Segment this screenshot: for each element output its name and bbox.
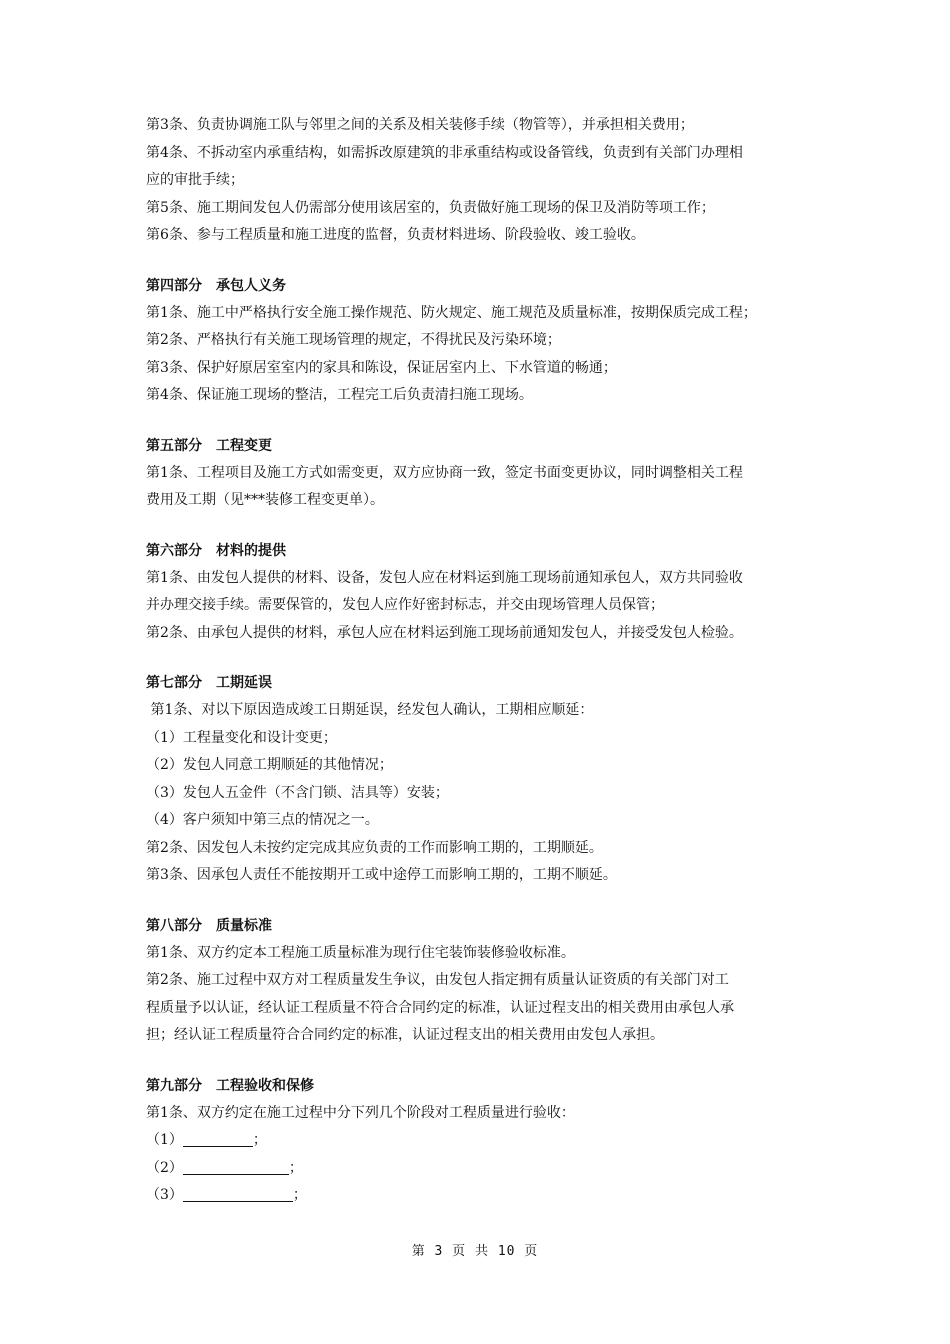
section-heading: 第八部分 质量标准 bbox=[146, 917, 272, 934]
blank-suffix: ； bbox=[288, 1159, 303, 1176]
fill-in-blank[interactable] bbox=[183, 1131, 253, 1147]
clause-line: 第1条、双方约定本工程施工质量标准为现行住宅装饰装修验收标准。 bbox=[146, 944, 575, 961]
section-heading: 第四部分 承包人义务 bbox=[146, 277, 286, 294]
section-heading: 第五部分 工程变更 bbox=[146, 437, 272, 454]
fill-in-blank[interactable] bbox=[183, 1186, 293, 1202]
clause-line: 第3条、负责协调施工队与邻里之间的关系及相关装修手续（物管等），并承担相关费用； bbox=[146, 117, 694, 133]
section-heading: 第七部分 工期延误 bbox=[146, 675, 272, 691]
clause-line: 第6条、参与工程质量和施工进度的监督，负责材料进场、阶段验收、竣工验收。 bbox=[146, 227, 645, 243]
blank-prefix: （2） bbox=[146, 1159, 183, 1176]
section-materials bbox=[146, 538, 816, 648]
blank-field-line bbox=[146, 1127, 816, 1155]
document-body bbox=[146, 112, 816, 1210]
intro-clauses bbox=[146, 112, 816, 250]
clause-line: 第2条、施工过程中双方对工程质量发生争议，由发包人指定拥有质量认证资质的有关部门对工 bbox=[146, 972, 729, 988]
blank-prefix: （3） bbox=[146, 1187, 183, 1203]
blank-suffix: ； bbox=[292, 1187, 307, 1203]
section-heading: 第六部分 材料的提供 bbox=[146, 542, 286, 559]
clause-line: 第3条、保护好原居室室内的家具和陈设，保证居室内上、下水管道的畅通； bbox=[146, 359, 617, 376]
clause-line: 第2条、因发包人未按约定完成其应负责的工作而影响工期的，工期顺延。 bbox=[146, 839, 603, 856]
list-item: （1）工程量变化和设计变更； bbox=[146, 729, 337, 746]
blank-field-line bbox=[146, 1155, 816, 1183]
clause-line: 第1条、双方约定在施工过程中分下列几个阶段对工程质量进行验收： bbox=[146, 1104, 575, 1121]
list-item: （4）客户须知中第三点的情况之一。 bbox=[146, 812, 379, 828]
clause-line: 第4条、保证施工现场的整洁，工程完工后负责清扫施工现场。 bbox=[146, 387, 533, 403]
clause-line: 应的审批手续； bbox=[146, 172, 244, 188]
clause-line: 第1条、对以下原因造成竣工日期延误，经发包人确认，工期相应顺延： bbox=[146, 702, 594, 718]
clause-line: 第2条、由承包人提供的材料，承包人应在材料运到施工现场前通知发包人，并接受发包人检验。 bbox=[146, 624, 743, 641]
section-quality bbox=[146, 913, 816, 1050]
section-project-changes bbox=[146, 433, 816, 515]
section-acceptance-warranty bbox=[146, 1073, 816, 1210]
blank-suffix: ； bbox=[252, 1132, 267, 1148]
clause-line: 担；经认证工程质量符合合同约定的标准，认证过程支出的相关费用由发包人承担。 bbox=[146, 1027, 664, 1043]
blank-prefix: （1） bbox=[146, 1132, 183, 1148]
clause-line: 程质量予以认证，经认证工程质量不符合合同约定的标准，认证过程支出的相关费用由承包人承 bbox=[146, 999, 734, 1016]
list-item: （3）发包人五金件（不含门锁、洁具等）安装； bbox=[146, 784, 449, 801]
fill-in-blank[interactable] bbox=[183, 1159, 289, 1175]
section-delays bbox=[146, 670, 816, 890]
page-number-footer: 第 3 页 共 10 页 bbox=[411, 1244, 539, 1259]
section-contractor-obligations bbox=[146, 273, 816, 410]
clause-line: 第2条、严格执行有关施工现场管理的规定，不得扰民及污染环境； bbox=[146, 332, 561, 348]
clause-line: 第1条、施工中严格执行安全施工操作规范、防火规定、施工规范及质量标准，按期保质完成工程； bbox=[146, 304, 757, 321]
list-item: （2）发包人同意工期顺延的其他情况； bbox=[146, 757, 393, 773]
section-heading: 第九部分 工程验收和保修 bbox=[146, 1077, 314, 1094]
clause-line: 第1条、工程项目及施工方式如需变更，双方应协商一致，签定书面变更协议，同时调整相关工程 bbox=[146, 464, 743, 481]
clause-line: 第3条、因承包人责任不能按期开工或中途停工而影响工期的，工期不顺延。 bbox=[146, 867, 617, 883]
clause-line: 并办理交接手续。需要保管的，发包人应作好密封标志，并交由现场管理人员保管； bbox=[146, 597, 664, 613]
clause-line: 第1条、由发包人提供的材料、设备，发包人应在材料运到施工现场前通知承包人，双方共同验收 bbox=[146, 569, 743, 586]
clause-line: 第4条、不拆动室内承重结构，如需拆改原建筑的非承重结构或设备管线，负责到有关部门办理相 bbox=[146, 144, 743, 161]
clause-line: 第5条、施工期间发包人仍需部分使用该居室的，负责做好施工现场的保卫及消防等项工作； bbox=[146, 199, 715, 216]
blank-field-line bbox=[146, 1182, 816, 1210]
clause-line: 费用及工期（见***装修工程变更单）。 bbox=[146, 492, 384, 508]
